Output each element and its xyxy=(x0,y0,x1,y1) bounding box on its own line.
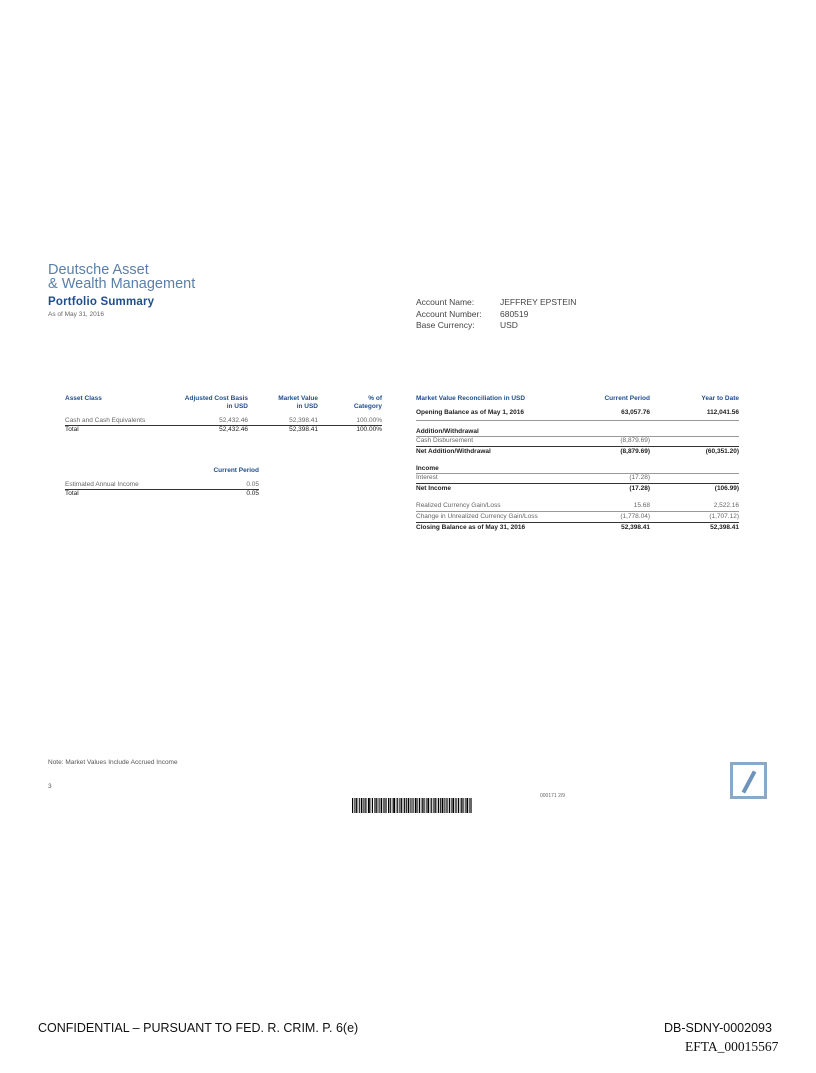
income-heading: Income xyxy=(416,465,439,472)
account-name-label: Account Name: xyxy=(416,297,475,307)
opening-balance-current: 63,057.76 xyxy=(621,409,650,416)
net-income-divider xyxy=(416,483,739,484)
addition-withdrawal-heading: Addition/Withdrawal xyxy=(416,428,479,435)
estimated-income-value: 0.05 xyxy=(246,481,259,488)
document-id: 000171 2/9 xyxy=(540,793,566,799)
interest-current: (17.28) xyxy=(629,474,650,481)
net-addition-ytd: (60,351.20) xyxy=(705,448,739,455)
cash-disbursement-current: (8,879.69) xyxy=(620,437,650,444)
base-currency-label: Base Currency: xyxy=(416,320,475,330)
unrealized-gain-ytd: (1,707.12) xyxy=(709,513,739,520)
asset-row-market: 52,398.41 xyxy=(289,417,318,424)
cost-basis-header-1: Adjusted Cost Basis xyxy=(184,395,248,402)
estimated-income-label: Estimated Annual Income xyxy=(65,481,139,488)
pct-category-header-1: % of xyxy=(368,395,382,402)
confidential-notice: CONFIDENTIAL – PURSUANT TO FED. R. CRIM. P. 6(e) xyxy=(38,1021,359,1035)
brand-line-1: Deutsche Asset xyxy=(48,262,149,278)
interest-label: Interest xyxy=(416,474,438,481)
opening-divider xyxy=(416,420,739,421)
realized-gain-ytd: 2,522.16 xyxy=(713,502,739,509)
net-addition-divider xyxy=(416,446,739,447)
opening-balance-ytd: 112,041.56 xyxy=(706,409,739,416)
realized-gain-current: 15.68 xyxy=(633,502,650,509)
closing-balance-label: Closing Balance as of May 31, 2016 xyxy=(416,524,526,531)
logo-slash xyxy=(742,770,757,793)
opening-balance-label: Opening Balance as of May 1, 2016 xyxy=(416,409,525,416)
unrealized-gain-current: (1,778.04) xyxy=(620,513,650,520)
net-addition-current: (8,879.69) xyxy=(620,448,650,455)
asset-row-cost: 52,432.46 xyxy=(219,417,248,424)
net-income-label: Net Income xyxy=(416,485,452,492)
bates-number: DB-SDNY-0002093 xyxy=(664,1021,772,1035)
realized-divider xyxy=(416,511,739,512)
asset-total-cost: 52,432.46 xyxy=(219,426,248,433)
asset-total-pct: 100.00% xyxy=(356,426,382,433)
cost-basis-header-2: in USD xyxy=(226,403,248,410)
footer-note: Note: Market Values Include Accrued Income xyxy=(48,759,178,766)
page-number: 3 xyxy=(48,783,52,790)
efta-number: EFTA_00015567 xyxy=(685,1039,779,1054)
as-of-date: As of May 31, 2016 xyxy=(48,311,105,318)
asset-class-header: Asset Class xyxy=(65,395,102,402)
account-number-value: 680519 xyxy=(500,308,529,319)
barcode xyxy=(352,798,472,813)
account-info xyxy=(416,297,576,332)
asset-row-label: Cash and Cash Equivalents xyxy=(65,417,146,424)
market-value-header-2: in USD xyxy=(296,403,318,410)
market-value-header-1: Market Value xyxy=(278,395,318,402)
pct-category-header-2: Category xyxy=(353,403,382,410)
brand-line-2: & Wealth Management xyxy=(48,276,196,292)
asset-total-label: Total xyxy=(65,426,79,433)
closing-balance-ytd: 52,398.41 xyxy=(710,524,739,531)
asset-total-market: 52,398.41 xyxy=(289,426,318,433)
reconciliation-ytd-header: Year to Date xyxy=(701,395,739,402)
reconciliation-title: Market Value Reconciliation in USD xyxy=(416,395,526,402)
closing-balance-current: 52,398.41 xyxy=(621,524,650,531)
net-addition-label: Net Addition/Withdrawal xyxy=(416,448,491,455)
realized-gain-label: Realized Currency Gain/Loss xyxy=(416,502,501,509)
page-title: Portfolio Summary xyxy=(48,296,155,308)
base-currency-value: USD xyxy=(500,320,518,330)
net-income-ytd: (106.99) xyxy=(714,485,739,492)
asset-row-pct: 100.00% xyxy=(356,417,382,424)
brand-logotype xyxy=(48,263,195,291)
closing-divider xyxy=(416,522,739,523)
reconciliation-current-header: Current Period xyxy=(604,395,650,402)
account-number-label: Account Number: xyxy=(416,308,482,319)
income-total-value: 0.05 xyxy=(246,490,259,497)
income-current-period-header: Current Period xyxy=(213,467,259,474)
net-income-current: (17.28) xyxy=(629,485,650,492)
deutsche-bank-logo-icon xyxy=(730,762,767,799)
account-name-value: JEFFREY EPSTEIN xyxy=(500,297,577,307)
unrealized-gain-label: Change in Unrealized Currency Gain/Loss xyxy=(416,513,538,520)
income-total-label: Total xyxy=(65,490,79,497)
cash-disbursement-label: Cash Disbursement xyxy=(416,437,474,444)
